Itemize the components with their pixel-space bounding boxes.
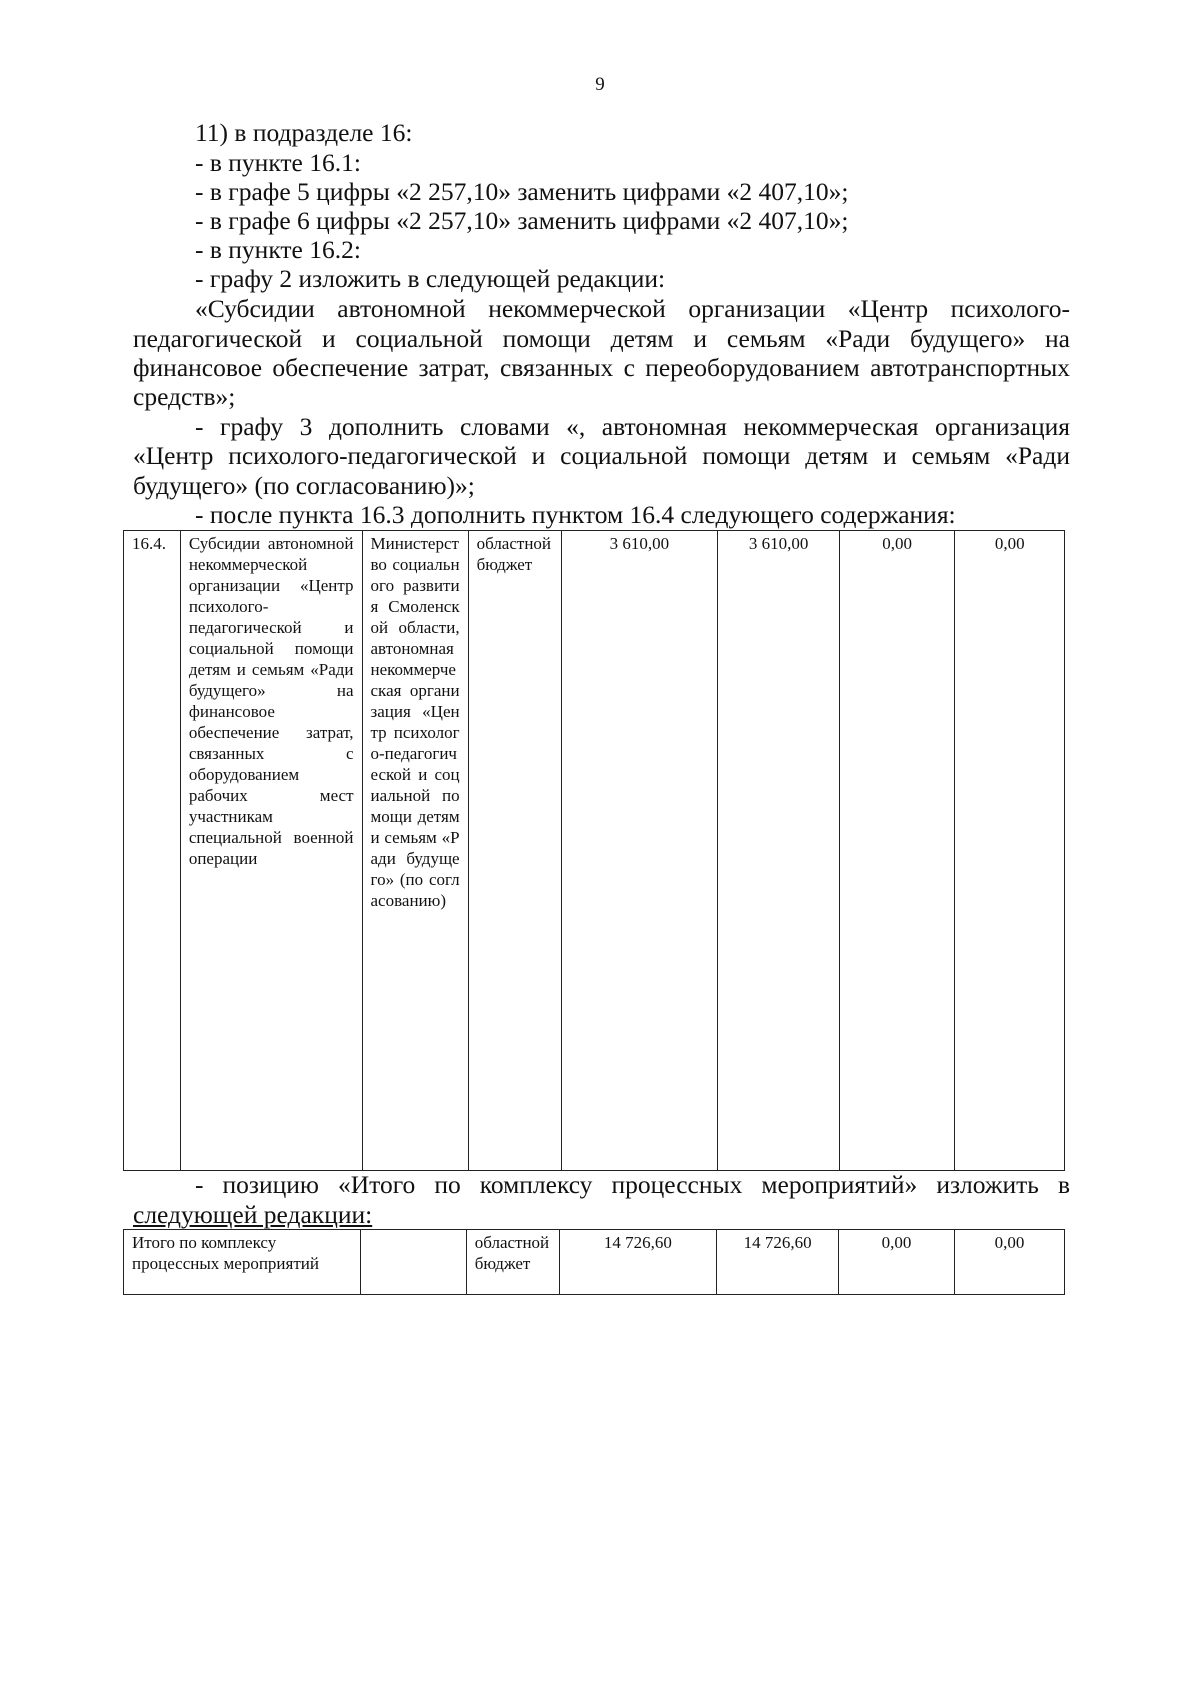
cell-total-value-1: 14 726,60: [559, 1230, 716, 1295]
cell-executor: Министерство социального развития Смоленской области, автономная некоммерческая организация «Центр психолого-педагогической и социальной помощи детям и семьям «Ради будущего» (по согласованию): [362, 531, 468, 1171]
cell-total-value-3: 0,00: [839, 1230, 955, 1295]
cell-value-1: 3 610,00: [561, 531, 718, 1171]
subsidy-para-line: педагогической и социальной помощи детям и семьям «Ради будущего» на: [133, 324, 1070, 353]
grafa3-para-line: будущего» (по согласованию)»;: [133, 471, 475, 500]
cell-total-source: областной бюджет: [466, 1230, 559, 1295]
cell-num: 16.4.: [124, 531, 181, 1171]
cell-total-name: Итого по комплексу процессных мероприятий: [124, 1230, 361, 1295]
table-row: [124, 531, 1065, 1171]
item-16-1-grafa5: - в графе 5 цифры «2 257,10» заменить цифрами «2 407,10»;: [195, 177, 849, 206]
item-16-2-grafa2: - графу 2 изложить в следующей редакции:: [195, 264, 666, 293]
item-11-heading: 11) в подразделе 16:: [195, 118, 413, 147]
itogo-text-line: следующей редакции:: [133, 1200, 373, 1229]
cell-total-executor: [360, 1230, 466, 1295]
page-number: 9: [595, 74, 605, 95]
cell-value-3: 0,00: [839, 531, 954, 1171]
itogo-text-line: - позицию «Итого по комплексу процессных мероприятий» изложить в: [195, 1170, 1070, 1199]
cell-value-4: 0,00: [955, 531, 1065, 1171]
cell-value-2: 3 610,00: [718, 531, 840, 1171]
cell-total-value-2: 14 726,60: [717, 1230, 839, 1295]
item-16-1-grafa6: - в графе 6 цифры «2 257,10» заменить цифрами «2 407,10»;: [195, 206, 849, 235]
subsidy-para-line: «Субсидии автономной некоммерческой организации «Центр психолого-: [195, 294, 1070, 323]
table-total: [123, 1229, 1065, 1295]
cell-name: Субсидии автономной некоммерческой организации «Центр психолого-педагогической и социальной помощи детям и семьям «Ради будущего» на финансовое обеспечение затрат, связанных с оборудованием рабочих мест участникам специальной военной операции: [180, 531, 362, 1171]
item-16-1: - в пункте 16.1:: [195, 148, 361, 177]
grafa3-para-line: «Центр психолого-педагогической и социальной помощи детям и семьям «Ради: [133, 441, 1070, 470]
cell-total-value-4: 0,00: [954, 1230, 1064, 1295]
table-row: [124, 1230, 1065, 1295]
grafa3-para-line: - графу 3 дополнить словами «, автономная некоммерческая организация: [195, 412, 1070, 441]
table-16-4: [123, 530, 1065, 1171]
subsidy-para-line: средств»;: [133, 382, 236, 411]
cell-source: областной бюджет: [468, 531, 561, 1171]
subsidy-para-line: финансовое обеспечение затрат, связанных с переоборудованием автотранспортных: [133, 353, 1070, 382]
after-16-3-line: - после пункта 16.3 дополнить пунктом 16.4 следующего содержания:: [195, 500, 956, 529]
item-16-2: - в пункте 16.2:: [195, 235, 361, 264]
